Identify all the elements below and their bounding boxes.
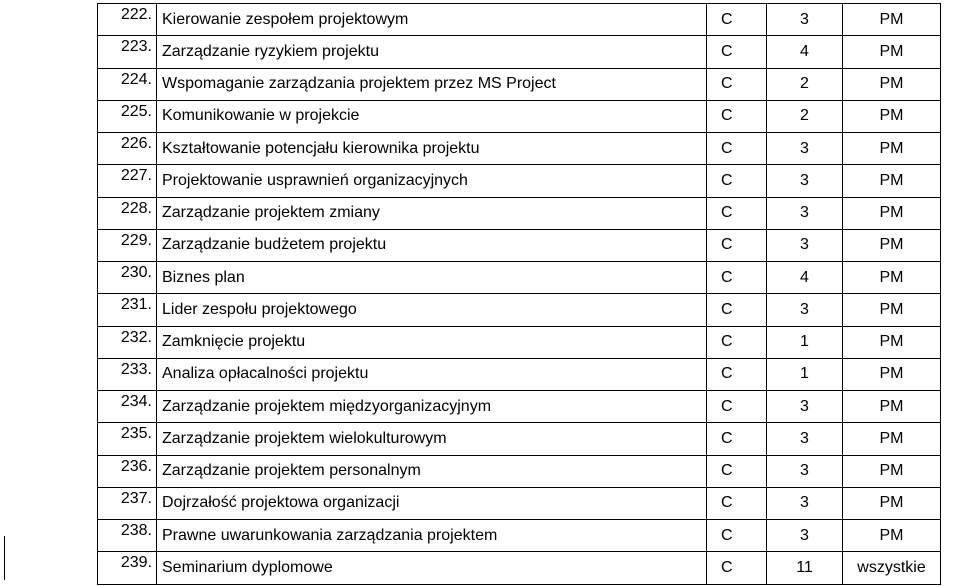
specialization: PM [843, 197, 941, 229]
specialization: PM [843, 520, 941, 552]
table-row [98, 423, 941, 455]
table-row [98, 552, 941, 584]
class-form: C [707, 455, 767, 487]
specialization: PM [843, 229, 941, 261]
course-name: Analiza opłacalności projektu [157, 358, 707, 390]
course-table-body [98, 4, 941, 585]
table-row [98, 4, 941, 36]
table-row [98, 68, 941, 100]
course-name: Zarządzanie budżetem projektu [157, 229, 707, 261]
specialization: PM [843, 4, 941, 36]
class-form: C [707, 552, 767, 584]
row-number: 230. [98, 262, 157, 294]
course-table [97, 3, 941, 585]
row-number: 237. [98, 487, 157, 519]
class-form: C [707, 133, 767, 165]
row-number: 233. [98, 358, 157, 390]
hours-count: 3 [767, 455, 843, 487]
row-number: 239. [98, 552, 157, 584]
hours-count: 1 [767, 358, 843, 390]
specialization: PM [843, 358, 941, 390]
course-name: Dojrzałość projektowa organizacji [157, 487, 707, 519]
table-row [98, 358, 941, 390]
table-row [98, 326, 941, 358]
row-number: 234. [98, 391, 157, 423]
table-row [98, 262, 941, 294]
row-number: 235. [98, 423, 157, 455]
class-form: C [707, 4, 767, 36]
table-row [98, 197, 941, 229]
class-form: C [707, 68, 767, 100]
table-row [98, 294, 941, 326]
margin-line [4, 536, 5, 580]
hours-count: 3 [767, 133, 843, 165]
table-row [98, 133, 941, 165]
course-name: Zarządzanie projektem wielokulturowym [157, 423, 707, 455]
row-number: 222. [98, 4, 157, 36]
row-number: 224. [98, 68, 157, 100]
hours-count: 3 [767, 229, 843, 261]
hours-count: 3 [767, 4, 843, 36]
hours-count: 3 [767, 165, 843, 197]
specialization: PM [843, 423, 941, 455]
class-form: C [707, 391, 767, 423]
hours-count: 3 [767, 197, 843, 229]
course-name: Zarządzanie projektem personalnym [157, 455, 707, 487]
course-name: Zarządzanie projektem zmiany [157, 197, 707, 229]
specialization: PM [843, 391, 941, 423]
course-name: Kształtowanie potencjału kierownika projektu [157, 133, 707, 165]
hours-count: 2 [767, 100, 843, 132]
row-number: 225. [98, 100, 157, 132]
course-name: Zamknięcie projektu [157, 326, 707, 358]
class-form: C [707, 520, 767, 552]
table-row [98, 455, 941, 487]
specialization: PM [843, 455, 941, 487]
course-name: Zarządzanie ryzykiem projektu [157, 36, 707, 68]
specialization: PM [843, 36, 941, 68]
hours-count: 3 [767, 423, 843, 455]
specialization: PM [843, 133, 941, 165]
class-form: C [707, 262, 767, 294]
row-number: 229. [98, 229, 157, 261]
table-row [98, 391, 941, 423]
specialization: PM [843, 487, 941, 519]
hours-count: 3 [767, 294, 843, 326]
row-number: 228. [98, 197, 157, 229]
class-form: C [707, 294, 767, 326]
hours-count: 3 [767, 487, 843, 519]
row-number: 226. [98, 133, 157, 165]
table-row [98, 229, 941, 261]
class-form: C [707, 229, 767, 261]
row-number: 232. [98, 326, 157, 358]
hours-count: 2 [767, 68, 843, 100]
hours-count: 3 [767, 520, 843, 552]
row-number: 227. [98, 165, 157, 197]
class-form: C [707, 100, 767, 132]
hours-count: 4 [767, 36, 843, 68]
hours-count: 3 [767, 391, 843, 423]
specialization: PM [843, 326, 941, 358]
row-number: 231. [98, 294, 157, 326]
row-number: 223. [98, 36, 157, 68]
class-form: C [707, 487, 767, 519]
course-name: Wspomaganie zarządzania projektem przez MS Project [157, 68, 707, 100]
course-name: Projektowanie usprawnień organizacyjnych [157, 165, 707, 197]
table-row [98, 487, 941, 519]
row-number: 236. [98, 455, 157, 487]
table-row [98, 100, 941, 132]
specialization: PM [843, 68, 941, 100]
table-row [98, 520, 941, 552]
class-form: C [707, 36, 767, 68]
course-name: Zarządzanie projektem międzyorganizacyjnym [157, 391, 707, 423]
course-name: Biznes plan [157, 262, 707, 294]
row-number: 238. [98, 520, 157, 552]
specialization: PM [843, 262, 941, 294]
specialization: PM [843, 294, 941, 326]
hours-count: 11 [767, 552, 843, 584]
class-form: C [707, 197, 767, 229]
specialization: wszystkie [843, 552, 941, 584]
course-name: Kierowanie zespołem projektowym [157, 4, 707, 36]
course-name: Lider zespołu projektowego [157, 294, 707, 326]
table-row [98, 36, 941, 68]
class-form: C [707, 423, 767, 455]
course-name: Prawne uwarunkowania zarządzania projektem [157, 520, 707, 552]
course-name: Komunikowanie w projekcie [157, 100, 707, 132]
specialization: PM [843, 100, 941, 132]
course-name: Seminarium dyplomowe [157, 552, 707, 584]
class-form: C [707, 326, 767, 358]
class-form: C [707, 165, 767, 197]
hours-count: 1 [767, 326, 843, 358]
table-row [98, 165, 941, 197]
specialization: PM [843, 165, 941, 197]
hours-count: 4 [767, 262, 843, 294]
class-form: C [707, 358, 767, 390]
